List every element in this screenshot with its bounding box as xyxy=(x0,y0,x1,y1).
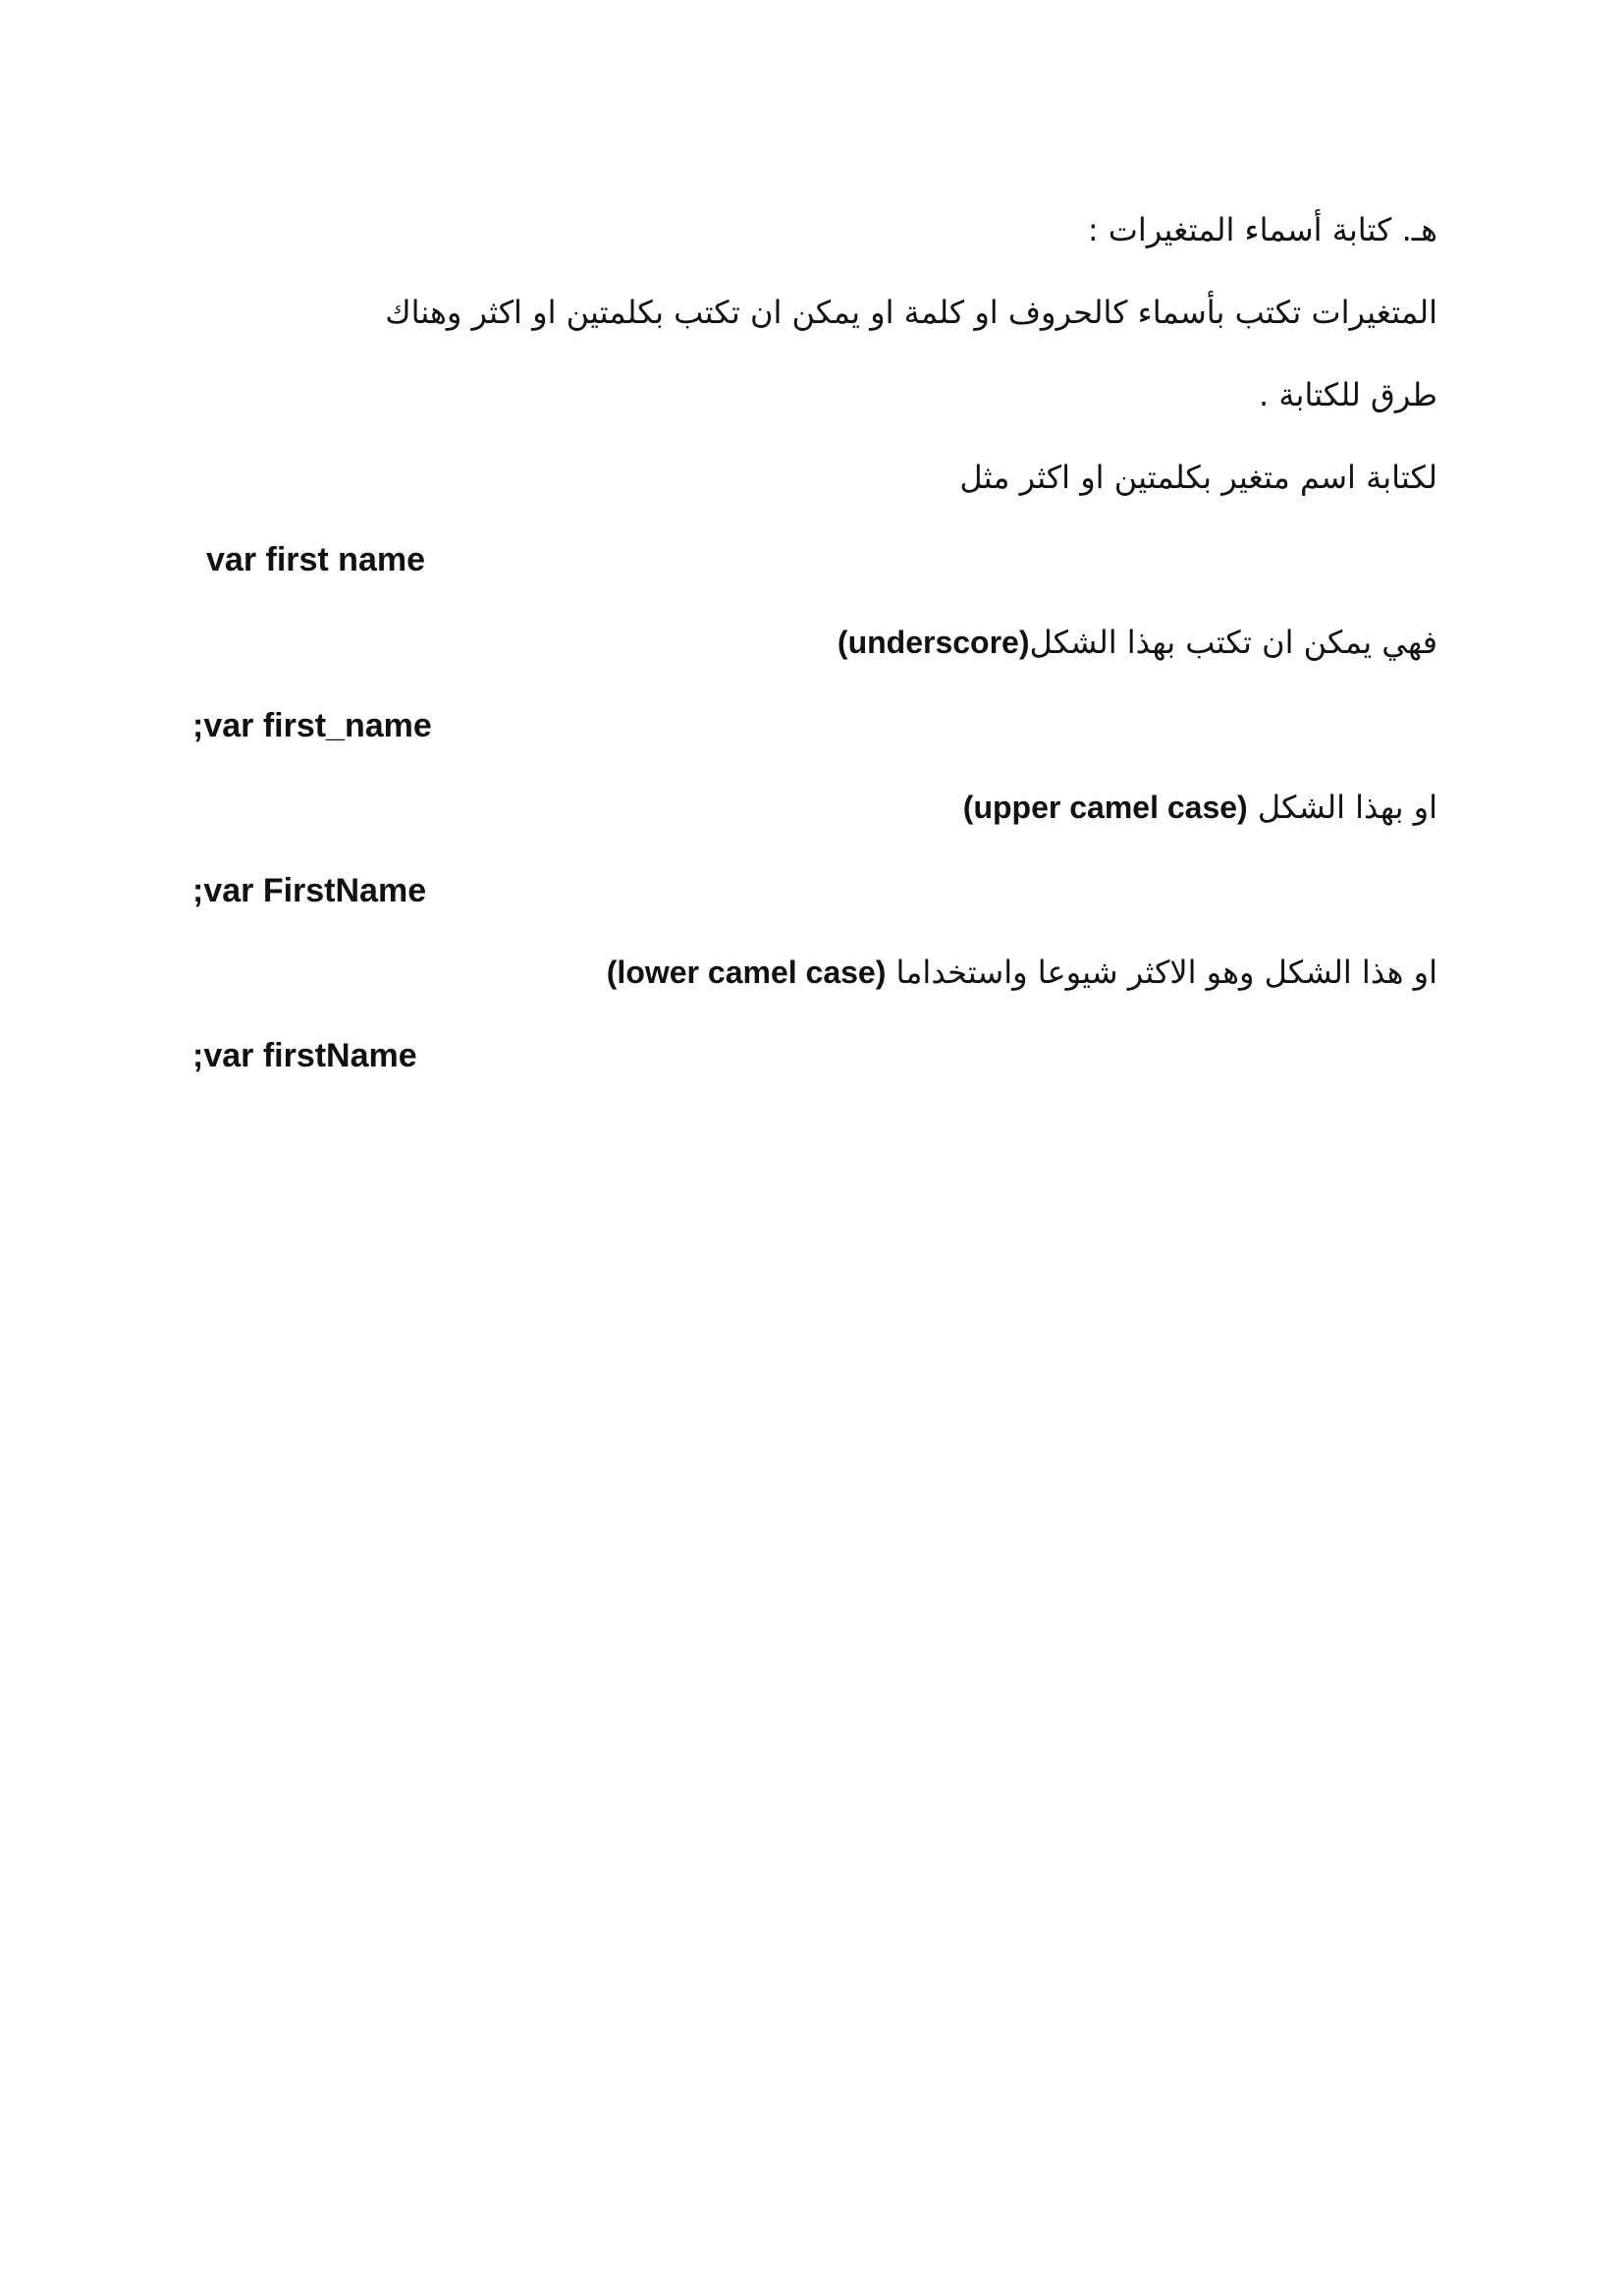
underscore-text: فهي يمكن ان تكتب بهذا الشكل xyxy=(1029,624,1437,661)
upper-camel-code: ;var FirstName xyxy=(192,872,427,909)
lower-camel-term: (lower camel case) xyxy=(606,955,887,990)
lower-camel-description xyxy=(606,954,1437,991)
underscore-description xyxy=(837,624,1437,661)
paragraph-line-2: طرق للكتابة . xyxy=(1259,376,1437,413)
upper-camel-description xyxy=(962,789,1437,826)
lower-camel-text: او هذا الشكل وهو الاكثر شيوعا واستخداما xyxy=(895,954,1437,991)
underscore-code: ;var first_name xyxy=(192,707,432,744)
intro-line: لكتابة اسم متغير بكلمتين او اكثر مثل xyxy=(959,459,1437,496)
paragraph-line-1: المتغيرات تكتب بأسماء كالحروف او كلمة او يمكن ان تكتب بكلمتين او اكثر وهناك xyxy=(385,294,1437,331)
lower-camel-code: ;var firstName xyxy=(192,1037,417,1074)
underscore-term: (underscore) xyxy=(837,625,1030,660)
upper-camel-text: او بهذا الشكل xyxy=(1247,789,1437,826)
section-heading: هـ. كتابة أسماء المتغيرات : xyxy=(1087,211,1437,248)
upper-camel-term: (upper camel case) xyxy=(962,790,1248,825)
example-plain-code: var first name xyxy=(206,541,425,578)
